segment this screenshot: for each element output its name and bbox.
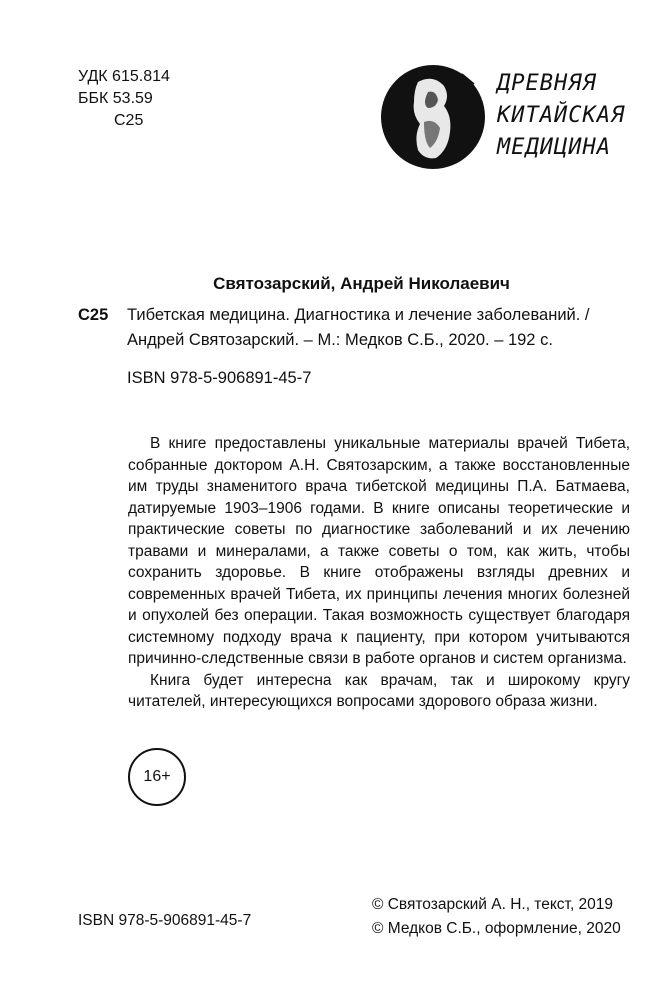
series-line-2: КИТАЙСКАЯ — [497, 103, 626, 128]
classification-block — [78, 66, 170, 132]
author-mark: С25 — [114, 112, 144, 129]
bib-isbn: ISBN 978-5-906891-45-7 — [127, 369, 312, 387]
copyright-text: © Святозарский А. Н., текст, 2019 — [372, 896, 614, 913]
copyright-design: © Медков С.Б., оформление, 2020 — [372, 920, 621, 937]
author-heading: Святозарский, Андрей Николаевич — [213, 274, 510, 293]
udk-code: УДК 615.814 — [78, 68, 170, 85]
isbn-footer: ISBN 978-5-906891-45-7 — [78, 912, 252, 929]
series-line-1: ДРЕВНЯЯ — [497, 71, 597, 96]
bib-label: С25 — [78, 306, 109, 324]
series-logo-icon — [378, 62, 488, 172]
copyright-block — [372, 893, 621, 941]
age-rating-text: 16+ — [143, 768, 171, 785]
annotation-paragraph-2: Книга будет интересна как врачам, так и широкому кругу читателей, интересующихся вопросами здорового образа жизни. — [128, 671, 630, 710]
annotation-paragraph-1: В книге предоставлены уникальные материалы врачей Тибета, собранные доктором А.Н. Святозарским, а также восстановленные им труды знаменитого врача тибетской медицины П.А. Батмаева, датируемые 1903–1906 годами. В книге описаны теоретические и практические советы по диагностике заболеваний и их лечению травами и минералами, а также советы о том, как жить, чтобы сохранить здоровье. В книге отображены взгляды древних и современных врачей Тибета, их принципы лечения многих болезней и опухолей без операции. Такая возможность существует благодаря системному подходу врача к пациенту, при котором учитываются причинно-следственные связи в работе органов и систем организма. — [128, 435, 630, 667]
bibliographic-record — [78, 303, 618, 391]
age-rating-badge — [128, 748, 186, 806]
bbk-code: ББК 53.59 — [78, 90, 153, 107]
series-title — [497, 68, 625, 164]
bib-description: Тибетская медицина. Диагностика и лечение заболеваний. / Андрей Святозарский. – М.: Медков С.Б., 2020. – 192 с. — [127, 306, 590, 349]
annotation — [128, 433, 630, 713]
series-line-3: МЕДИЦИНА — [497, 135, 611, 160]
